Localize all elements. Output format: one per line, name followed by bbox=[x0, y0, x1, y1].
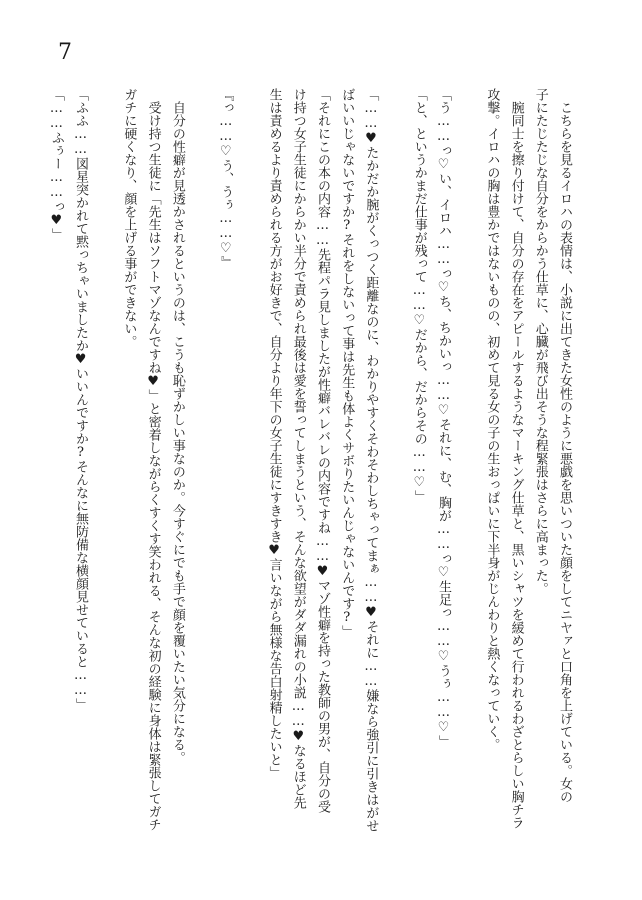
text-line: ばいいじゃないですか?それをしないって事は先生も体よくサボりたいんじゃないんです?」 bbox=[339, 88, 355, 638]
text-line: 生は責めるより責められる方がお好きで、自分より年下の女子生徒にすきすき♥言いながら無様な告白射精したいと」 bbox=[266, 88, 282, 779]
novel-text bbox=[40, 88, 576, 844]
text-line: 「う……っ♡い、イロハ……っ♡ち、ちかいっ……♡それに、む、胸が……っ♡生足っ……♡うぅ……♡」 bbox=[436, 88, 451, 748]
blank-line bbox=[455, 88, 479, 112]
text-line: け持つ女子生徒にからかい半分で責められ最後は愛を誓ってしまうという、そんな欲望がダダ漏れの小説……♥なるほど先 bbox=[290, 88, 306, 809]
page-number: 7 bbox=[58, 40, 72, 65]
blank-line bbox=[237, 88, 261, 112]
blank-line bbox=[189, 88, 213, 112]
text-line: 「……♥たかだか腕がくっつく距離なのに、わかりやすくそわそわしちゃってまぁ……♥それに……嫌なら強引に引きはがせ bbox=[363, 88, 379, 832]
text-line: 受け持つ生徒に「先生はソフトマゾなんですね♥」と密着しながらくすくす笑われる、そんな初の経験に身体は緊張してガチ bbox=[145, 88, 161, 831]
text-line: 『っ……♡う、うぅ……♡』 bbox=[218, 88, 234, 269]
text-line: ガチに硬くなり、顔を上げる事ができない。 bbox=[121, 88, 137, 348]
blank-line bbox=[92, 88, 116, 112]
text-line: 「と、というかまだ仕事が残って……♡だから、だからその……♡」 bbox=[411, 88, 427, 503]
text-line: 「……ふぅー……っ♥」 bbox=[48, 88, 64, 241]
text-line: 子にたじたじな自分をからかう仕草に、心臓が飛び出そうな程緊張はさらに高まった。 bbox=[532, 88, 548, 595]
text-line: 「それにこの本の内容……先程パラ見しましたが性癖バレバレの内容ですね……♥マゾ性癖を持った教師の男が、自分の受 bbox=[315, 88, 330, 813]
text-line: 攻撃。イロハの胸は豊かではないものの、初めて見る女の子の生おっぱいに下半身がじんわりと熱くなっていく。 bbox=[484, 88, 500, 751]
text-line: 腕同士を擦り付けて、自分の存在をアピールするようなマーキング仕草と、黒いシャツを緩めて行われるわざとらしい胸チラ bbox=[508, 88, 524, 829]
text-line: こちらを見るイロハの表情は、小説に出てきた女性のように悪戯を思いついた顔をしてニヤァと口角を上げている。女の bbox=[557, 88, 572, 803]
blank-line bbox=[382, 88, 406, 112]
text-line: 「ふふ……図星突かれて黙っちゃいましたか♥いいんですか?そんなに無防備な横顔見せていると……」 bbox=[73, 88, 89, 711]
text-line: 自分の性癖が見透かされるというのは、こうも恥ずかしい事なのか。今すぐにでも手で顔を覆いたい気分になる。 bbox=[169, 88, 185, 764]
